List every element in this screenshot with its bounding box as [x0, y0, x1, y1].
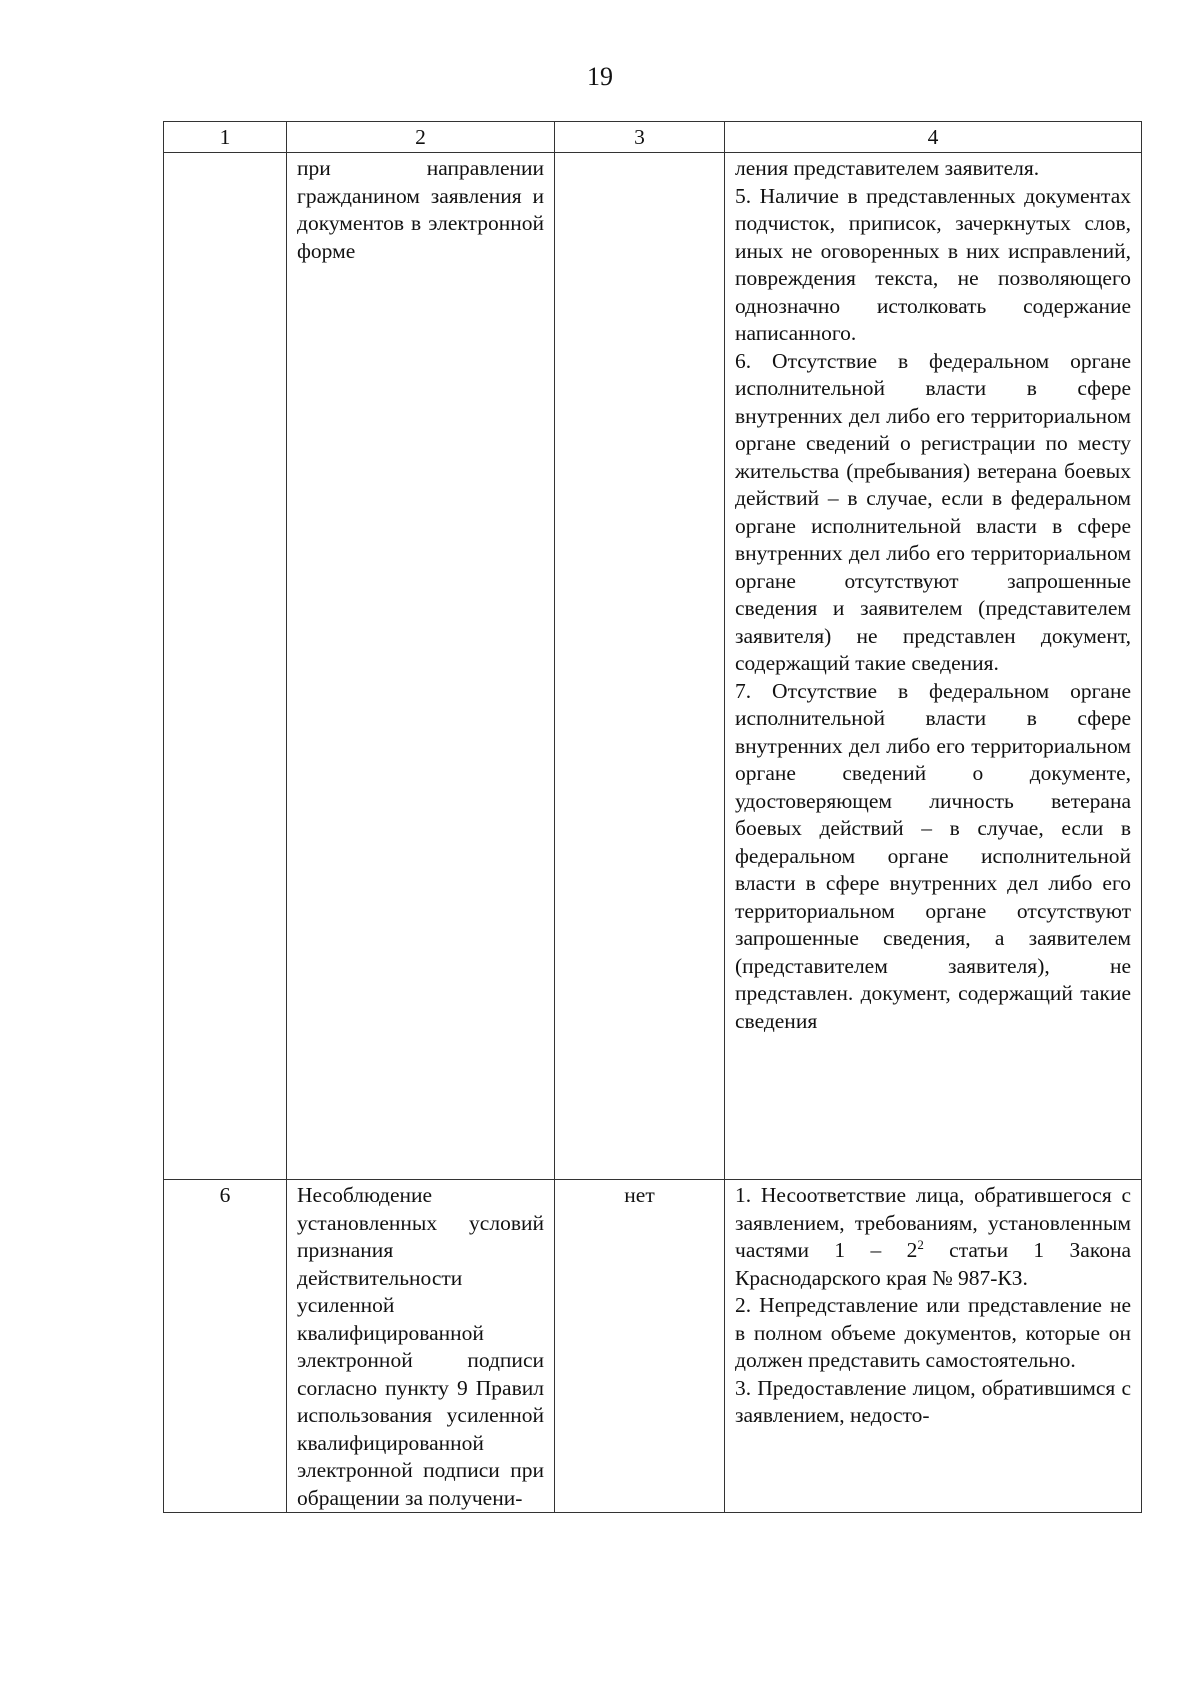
grounds-paragraph: 7. Отсутствие в федеральном органе исполнительной власти в сфере внутренних дел либо его территориальном органе сведений о документе, удостоверяющем личность ветерана боевых действий – в случае, если в федеральном органе исполнительной власти в сфере внутренних дел либо его территориальном органе отсутствуют запрошенные сведения, а заявителем (представителем заявителя), не представлен. документ, содержащий такие сведения: [735, 678, 1131, 1033]
flag-cell: [555, 153, 725, 1180]
table-row: [164, 1180, 1142, 1513]
grounds-cell: [725, 1180, 1142, 1513]
header-cell-2: 2: [287, 122, 555, 153]
row-number-cell: [164, 153, 287, 1180]
table-header-row: [164, 122, 1142, 153]
grounds-paragraph: 6. Отсутствие в федеральном органе исполнительной власти в сфере внутренних дел либо его территориальном органе сведений о регистрации по месту жительства (пребывания) ветерана боевых действий – в случае, если в федеральном органе исполнительной власти в сфере внутренних дел либо его территориальном органе отсутствуют запрошенные сведения и заявителем (представителем заявителя) не представлен документ, содержащий такие сведения.: [735, 348, 1131, 675]
grounds-cell: [725, 153, 1142, 1180]
grounds-paragraph: [735, 1182, 1131, 1292]
requirements-table: [163, 121, 1142, 1513]
flag-cell: нет: [555, 1180, 725, 1513]
condition-cell: Несоблюдение установленных условий признания действительности усиленной квалифицированной электронной подписи согласно пункту 9 Правил использования усиленной квалифицированной электронной подписи при обращении за получени-: [287, 1180, 555, 1513]
grounds-paragraph: 5. Наличие в представленных документах подчисток, приписок, зачеркнутых слов, иных не оговоренных в них исправлений, повреждения текста, не позволяющего однозначно истолковать содержание написанного.: [735, 183, 1131, 345]
superscript: 2: [917, 1236, 924, 1252]
grounds-text: 1. Несоответствие лица, обратившегося с заявлением, требованиям, установленным частями 1 – 2: [735, 1183, 1131, 1262]
page-number: 19: [587, 62, 613, 91]
row-number-cell: 6: [164, 1180, 287, 1513]
grounds-paragraph: 3. Предоставление лицом, обратившимся с заявлением, недосто-: [735, 1375, 1131, 1427]
grounds-paragraph: ления представителем заявителя.: [735, 156, 1040, 180]
condition-cell: при направлении гражданином заявления и документов в электронной форме: [287, 153, 555, 1180]
header-cell-1: 1: [164, 122, 287, 153]
table-row: [164, 153, 1142, 1180]
grounds-text: статьи 1 Закона Краснодарского края № 987-КЗ.: [735, 1238, 1131, 1290]
header-cell-4: 4: [725, 122, 1142, 153]
header-cell-3: 3: [555, 122, 725, 153]
grounds-paragraph: 2. Непредставление или представление не в полном объеме документов, которые он должен представить самостоятельно.: [735, 1293, 1131, 1372]
